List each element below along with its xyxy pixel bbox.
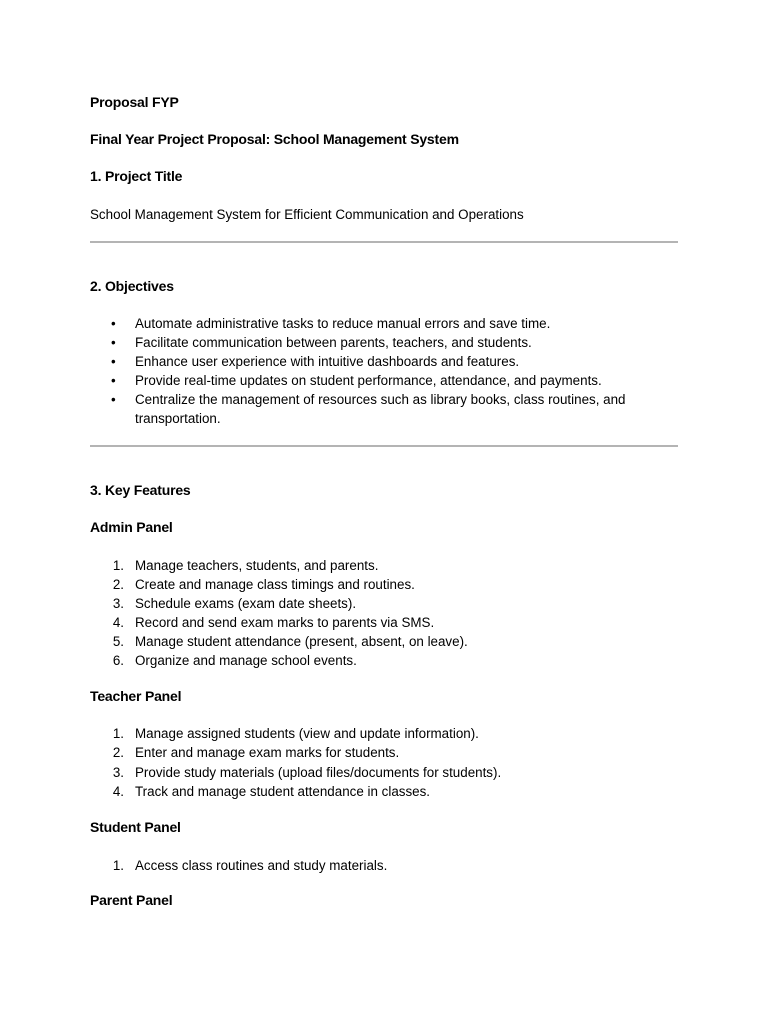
list-item: Enter and manage exam marks for students. xyxy=(135,745,400,760)
section-heading-project-title: 1. Project Title xyxy=(90,168,183,184)
list-item: Centralize the management of resources such as library books, class routines, and xyxy=(135,392,626,407)
list-number: 1. xyxy=(112,858,124,873)
list-item: Automate administrative tasks to reduce manual errors and save time. xyxy=(135,316,551,331)
list-item: Facilitate communication between parents, teachers, and students. xyxy=(135,335,532,350)
list-item: Manage assigned students (view and update information). xyxy=(135,726,479,741)
project-title-text: School Management System for Efficient Communication and Operations xyxy=(90,207,524,222)
list-item: Provide real-time updates on student performance, attendance, and payments. xyxy=(135,373,602,388)
bullet-icon: • xyxy=(111,392,116,407)
bullet-icon: • xyxy=(111,354,116,369)
list-number: 2. xyxy=(112,745,124,760)
list-number: 3. xyxy=(112,765,124,780)
bullet-icon: • xyxy=(111,373,116,388)
subheading-teacher-panel: Teacher Panel xyxy=(90,688,182,704)
list-number: 6. xyxy=(112,653,124,668)
list-number: 2. xyxy=(112,577,124,592)
section-heading-key-features: 3. Key Features xyxy=(90,482,191,498)
list-number: 3. xyxy=(112,596,124,611)
list-item: Access class routines and study materials. xyxy=(135,858,388,873)
list-number: 1. xyxy=(112,558,124,573)
list-number: 4. xyxy=(112,615,124,630)
horizontal-divider xyxy=(90,445,678,447)
document-title: Proposal FYP xyxy=(90,94,179,110)
list-item: Schedule exams (exam date sheets). xyxy=(135,596,357,611)
list-item: Enhance user experience with intuitive dashboards and features. xyxy=(135,354,520,369)
document-subtitle: Final Year Project Proposal: School Management System xyxy=(90,131,459,147)
subheading-parent-panel: Parent Panel xyxy=(90,892,173,908)
list-item: Organize and manage school events. xyxy=(135,653,357,668)
list-number: 1. xyxy=(112,726,124,741)
list-number: 5. xyxy=(112,634,124,649)
bullet-icon: • xyxy=(111,335,116,350)
list-item: Record and send exam marks to parents via SMS. xyxy=(135,615,435,630)
section-heading-objectives: 2. Objectives xyxy=(90,278,174,294)
list-item-continuation: transportation. xyxy=(135,411,221,426)
list-item: Track and manage student attendance in classes. xyxy=(135,784,431,799)
bullet-icon: • xyxy=(111,316,116,331)
list-number: 4. xyxy=(112,784,124,799)
list-item: Provide study materials (upload files/documents for students). xyxy=(135,765,502,780)
horizontal-divider xyxy=(90,241,678,243)
list-item: Manage student attendance (present, absent, on leave). xyxy=(135,634,468,649)
list-item: Create and manage class timings and routines. xyxy=(135,577,415,592)
subheading-student-panel: Student Panel xyxy=(90,819,181,835)
list-item: Manage teachers, students, and parents. xyxy=(135,558,379,573)
subheading-admin-panel: Admin Panel xyxy=(90,519,173,535)
